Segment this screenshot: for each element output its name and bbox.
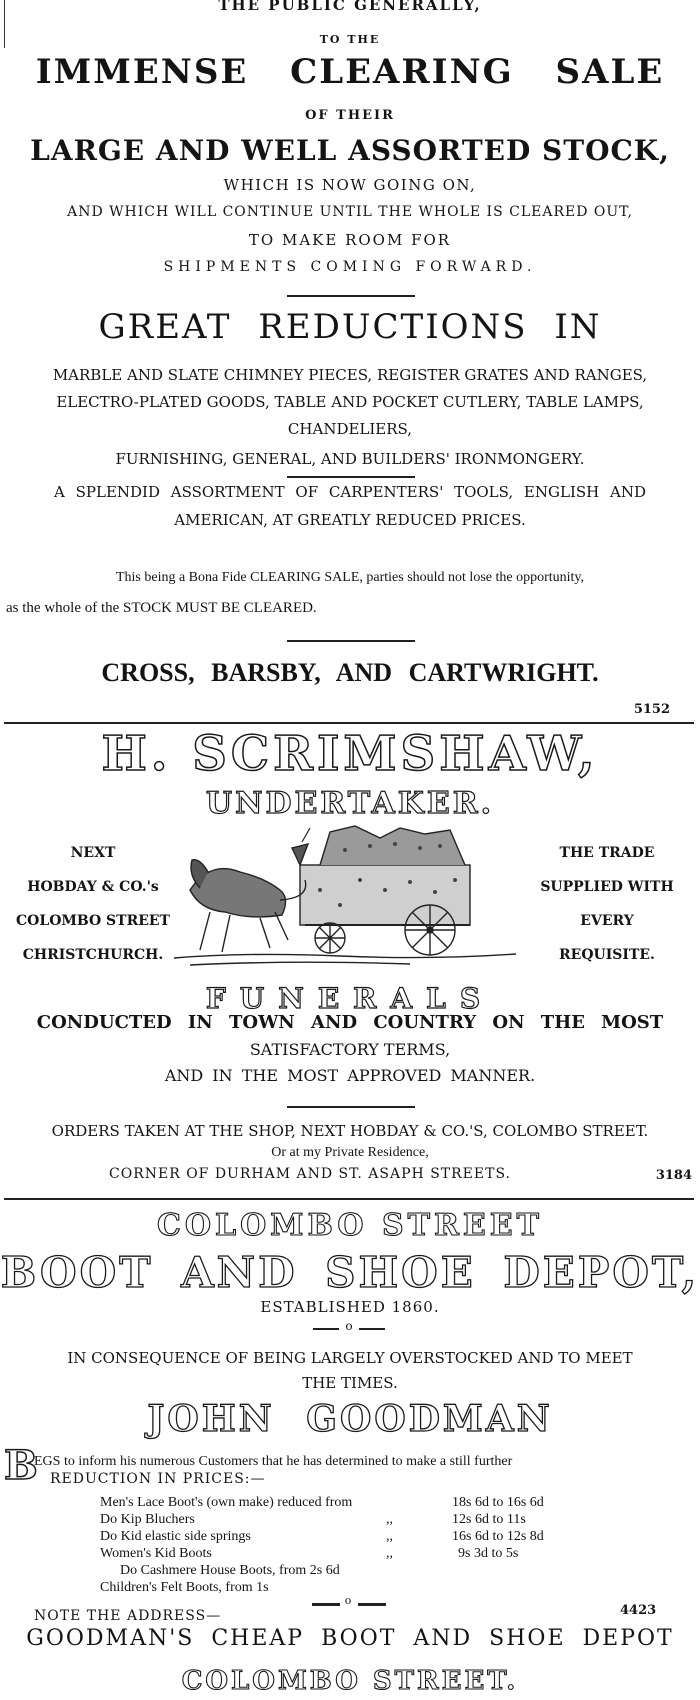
price-ditto: ,, <box>386 1529 393 1544</box>
items-line-4: FURNISHING, GENERAL, AND BUILDERS' IRONMONGERY. <box>115 450 585 468</box>
small-divider-mark: o <box>344 1594 352 1607</box>
price-item: Men's Lace Boot's (own make) reduced from <box>100 1495 353 1510</box>
items-line-2: ELECTRO-PLATED GOODS, TABLE AND POCKET CUTLERY, TABLE LAMPS, <box>56 393 644 411</box>
price-item: Women's Kid Boots <box>100 1546 212 1561</box>
right-trade-block <box>514 836 700 972</box>
funerals-heading-text: FUNERALS <box>205 982 495 1015</box>
price-value: 9s 3d to 5s <box>458 1546 519 1561</box>
to-the-line: TO THE <box>319 33 381 46</box>
firm-name: CROSS, BARSBY, AND CARTWRIGHT. <box>101 658 599 687</box>
undertaker-title <box>0 786 700 821</box>
corner-line: CORNER OF DURHAM AND ST. ASAPH STREETS. <box>109 1166 511 1182</box>
address-line-2-text: COLOMBO STREET. <box>181 1666 519 1696</box>
price-item: Do Kid elastic side springs <box>100 1529 251 1544</box>
price-value: 16s 6d to 12s 8d <box>452 1529 544 1544</box>
ad-number-4423: 4423 <box>620 1603 657 1618</box>
funerals-heading <box>0 982 700 1015</box>
conducted-line-3: AND IN THE MOST APPROVED MANNER. <box>164 1066 536 1085</box>
overstocked-line-2: THE TIMES. <box>302 1374 398 1392</box>
items-line-1: MARBLE AND SLATE CHIMNEY PIECES, REGISTER GRATES AND RANGES, <box>52 366 648 384</box>
stock-headline: LARGE AND WELL ASSORTED STOCK, <box>30 134 670 167</box>
ad-number-3184: 3184 <box>655 1168 692 1183</box>
right-line-3: EVERY <box>580 913 634 929</box>
left-line-2: HOBDAY & CO.'s <box>27 879 159 895</box>
divider <box>287 295 415 297</box>
notice-line-1: This being a Bona Fide CLEARING SALE, parties should not lose the opportunity, <box>115 570 585 585</box>
left-line-1: NEXT <box>70 845 116 861</box>
established-line: ESTABLISHED 1860. <box>260 1298 440 1316</box>
divider <box>287 1106 415 1108</box>
left-address-block <box>4 836 182 972</box>
colombo-street-heading-text: COLOMBO STREET <box>157 1208 543 1243</box>
colombo-street-heading <box>0 1208 700 1243</box>
right-line-2: SUPPLIED WITH <box>540 879 674 895</box>
shipments-line: SHIPMENTS COMING FORWARD. <box>163 259 537 275</box>
residence-line: Or at my Private Residence, <box>271 1145 429 1160</box>
public-line: THE PUBLIC GENERALLY, <box>218 0 482 14</box>
undertaker-title-text: UNDERTAKER. <box>205 786 495 821</box>
of-their-line: OF THEIR <box>305 108 395 123</box>
drop-cap-letter: B <box>4 1442 38 1489</box>
small-divider <box>312 1594 386 1609</box>
price-value: 12s 6d to 11s <box>452 1512 526 1527</box>
address-line-2 <box>0 1666 700 1696</box>
orders-line: ORDERS TAKEN AT THE SHOP, NEXT HOBDAY & CO.'S, COLOMBO STREET. <box>51 1122 649 1140</box>
continue-line: AND WHICH WILL CONTINUE UNTIL THE WHOLE IS CLEARED OUT, <box>67 204 633 220</box>
going-on-line: WHICH IS NOW GOING ON, <box>223 176 477 194</box>
drop-cap <box>4 1442 38 1489</box>
scrimshaw-name-text: H. SCRIMSHAW, <box>101 726 599 782</box>
price-ditto: ,, <box>386 1546 393 1561</box>
conducted-line-1: CONDUCTED IN TOWN AND COUNTRY ON THE MOST <box>36 1012 664 1033</box>
clearing-sale-headline: IMMENSE CLEARING SALE <box>35 52 665 92</box>
price-item: Do Kip Bluchers <box>100 1512 195 1527</box>
begs-line-2: REDUCTION IN PRICES:— <box>50 1471 266 1487</box>
conducted-line-2: SATISFACTORY TERMS, <box>249 1040 451 1059</box>
overstocked-line-1: IN CONSEQUENCE OF BEING LARGELY OVERSTOCKED AND TO MEET <box>67 1349 633 1367</box>
right-line-1: THE TRADE <box>559 845 655 861</box>
tools-line-2: AMERICAN, AT GREATLY REDUCED PRICES. <box>174 511 526 529</box>
hearse-engraving <box>170 820 520 970</box>
right-line-4: REQUISITE. <box>559 947 655 963</box>
small-divider-mark: o <box>345 1319 353 1333</box>
divider <box>287 640 415 642</box>
boot-shoe-depot-heading-text: BOOT AND SHOE DEPOT, <box>0 1248 700 1297</box>
items-line-3: CHANDELIERS, <box>287 420 413 438</box>
notice-line-2: as the whole of the STOCK MUST BE CLEARED. <box>6 600 317 616</box>
section-rule <box>4 1198 694 1200</box>
price-item: Children's Felt Boots, from 1s <box>100 1580 269 1595</box>
left-line-4: CHRISTCHURCH. <box>22 947 164 963</box>
proprietor-name <box>0 1398 700 1440</box>
tools-line-1: A SPLENDID ASSORTMENT OF CARPENTERS' TOOLS, ENGLISH AND <box>54 483 646 501</box>
proprietor-name-text: JOHN GOODMAN <box>147 1398 553 1440</box>
note-address: NOTE THE ADDRESS— <box>34 1608 222 1624</box>
make-room-line: TO MAKE ROOM FOR <box>248 231 452 249</box>
reductions-heading: GREAT REDUCTIONS IN <box>98 307 602 347</box>
scrimshaw-name <box>0 726 700 782</box>
begs-line-1: EGS to inform his numerous Customers that he has determined to make a still further <box>34 1454 513 1469</box>
price-value: 18s 6d to 16s 6d <box>452 1495 544 1510</box>
address-line-1: GOODMAN'S CHEAP BOOT AND SHOE DEPOT <box>26 1626 674 1651</box>
left-line-3: COLOMBO STREET <box>16 913 170 929</box>
price-ditto: ,, <box>386 1512 393 1527</box>
small-divider <box>313 1319 385 1334</box>
boot-shoe-depot-heading <box>0 1248 700 1297</box>
section-rule <box>4 722 694 724</box>
divider <box>287 476 415 478</box>
price-item: Do Cashmere House Boots, from 2s 6d <box>120 1563 340 1578</box>
ad-number-5152: 5152 <box>633 702 670 717</box>
